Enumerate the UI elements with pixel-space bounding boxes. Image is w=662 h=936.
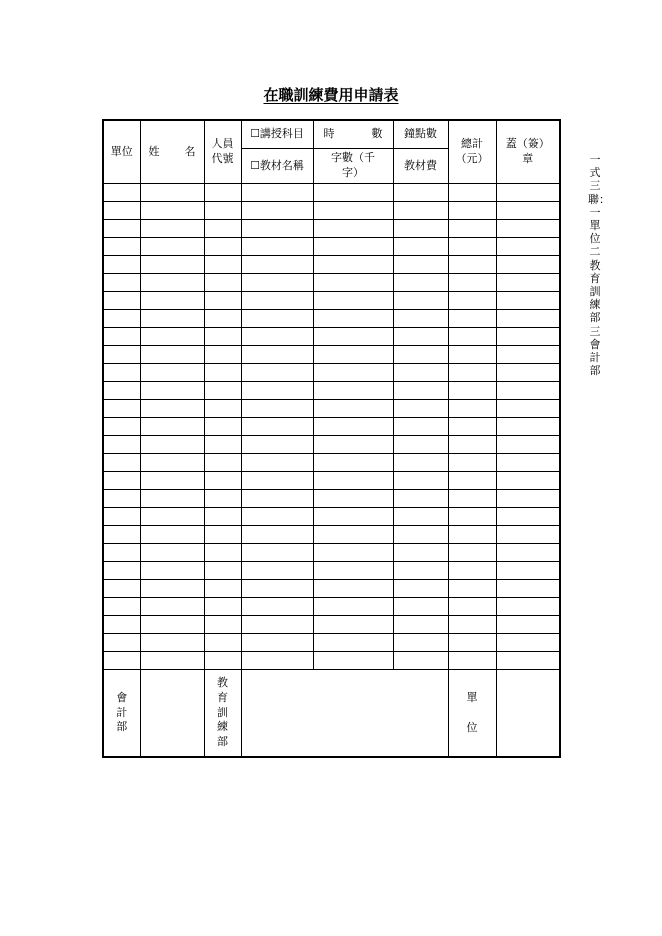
- cell-staff-id[interactable]: [204, 184, 241, 202]
- cell-clock[interactable]: [393, 328, 448, 346]
- cell-total[interactable]: [448, 526, 496, 544]
- sig-accounting-box[interactable]: [140, 670, 204, 758]
- sig-unit-label: [448, 670, 496, 758]
- cell-total[interactable]: [448, 346, 496, 364]
- cell-hours[interactable]: [313, 454, 393, 472]
- cell-name[interactable]: [140, 202, 204, 220]
- header-row-1: [103, 120, 560, 149]
- cell-seal[interactable]: [496, 328, 560, 346]
- sig-accounting-text: 會計部: [116, 690, 128, 734]
- table-row: [103, 418, 560, 436]
- cell-unit[interactable]: [103, 508, 140, 526]
- cell-hours[interactable]: [313, 220, 393, 238]
- cell-seal[interactable]: [496, 598, 560, 616]
- cell-name[interactable]: [140, 184, 204, 202]
- cell-total[interactable]: [448, 472, 496, 490]
- cell-subject[interactable]: [241, 562, 313, 580]
- cell-unit[interactable]: [103, 220, 140, 238]
- header-clock: 鐘點數: [393, 120, 448, 149]
- signature-row: [103, 670, 560, 758]
- cell-seal[interactable]: [496, 292, 560, 310]
- cell-hours[interactable]: [313, 256, 393, 274]
- table-row: [103, 562, 560, 580]
- cell-unit[interactable]: [103, 382, 140, 400]
- cell-total[interactable]: [448, 328, 496, 346]
- cell-total[interactable]: [448, 580, 496, 598]
- cell-staff-id[interactable]: [204, 490, 241, 508]
- table-row: [103, 184, 560, 202]
- sig-training-label: [204, 670, 241, 758]
- cell-hours[interactable]: [313, 310, 393, 328]
- cell-total[interactable]: [448, 256, 496, 274]
- cell-subject[interactable]: [241, 490, 313, 508]
- cell-name[interactable]: [140, 436, 204, 454]
- table-row: [103, 454, 560, 472]
- table-row: [103, 310, 560, 328]
- cell-name[interactable]: [140, 580, 204, 598]
- cell-hours[interactable]: [313, 418, 393, 436]
- cell-name[interactable]: [140, 616, 204, 634]
- header-seal-line2: 章: [522, 152, 534, 165]
- cell-staff-id[interactable]: [204, 616, 241, 634]
- cell-hours[interactable]: [313, 526, 393, 544]
- cell-hours[interactable]: [313, 580, 393, 598]
- cell-seal[interactable]: [496, 256, 560, 274]
- copies-note: 一式三聯：一 單位 二 教育訓練部 三 會計部: [588, 153, 612, 378]
- cell-name[interactable]: [140, 490, 204, 508]
- cell-name[interactable]: [140, 220, 204, 238]
- cell-subject[interactable]: [241, 418, 313, 436]
- header-total-line2: （元）: [455, 152, 489, 165]
- cell-total[interactable]: [448, 652, 496, 670]
- cell-clock[interactable]: [393, 310, 448, 328]
- cell-subject[interactable]: [241, 220, 313, 238]
- cell-seal[interactable]: [496, 652, 560, 670]
- cell-unit[interactable]: [103, 310, 140, 328]
- cell-subject[interactable]: [241, 472, 313, 490]
- cell-staff-id[interactable]: [204, 598, 241, 616]
- cell-clock[interactable]: [393, 490, 448, 508]
- cell-hours[interactable]: [313, 400, 393, 418]
- cell-seal[interactable]: [496, 472, 560, 490]
- table-row: [103, 382, 560, 400]
- header-staff-id-line2: 代號: [211, 152, 234, 165]
- cell-seal[interactable]: [496, 238, 560, 256]
- cell-staff-id[interactable]: [204, 400, 241, 418]
- cell-name[interactable]: [140, 598, 204, 616]
- cell-name[interactable]: [140, 256, 204, 274]
- cell-hours[interactable]: [313, 328, 393, 346]
- cell-clock[interactable]: [393, 526, 448, 544]
- cell-seal[interactable]: [496, 274, 560, 292]
- cell-clock[interactable]: [393, 580, 448, 598]
- cell-staff-id[interactable]: [204, 220, 241, 238]
- cell-subject[interactable]: [241, 346, 313, 364]
- cell-subject[interactable]: [241, 508, 313, 526]
- cell-staff-id[interactable]: [204, 436, 241, 454]
- cell-unit[interactable]: [103, 490, 140, 508]
- cell-total[interactable]: [448, 274, 496, 292]
- cell-staff-id[interactable]: [204, 292, 241, 310]
- table-row: [103, 292, 560, 310]
- cell-name[interactable]: [140, 310, 204, 328]
- cell-unit[interactable]: [103, 256, 140, 274]
- cell-subject[interactable]: [241, 328, 313, 346]
- cell-seal[interactable]: [496, 580, 560, 598]
- cell-unit[interactable]: [103, 274, 140, 292]
- cell-clock[interactable]: [393, 508, 448, 526]
- cell-hours[interactable]: [313, 346, 393, 364]
- cell-total[interactable]: [448, 562, 496, 580]
- cell-unit[interactable]: [103, 436, 140, 454]
- cell-clock[interactable]: [393, 382, 448, 400]
- cell-staff-id[interactable]: [204, 526, 241, 544]
- cell-total[interactable]: [448, 364, 496, 382]
- cell-unit[interactable]: [103, 346, 140, 364]
- header-hours-a: 時: [323, 127, 335, 141]
- cell-total[interactable]: [448, 454, 496, 472]
- table-row: [103, 598, 560, 616]
- cell-hours[interactable]: [313, 562, 393, 580]
- cell-clock[interactable]: [393, 598, 448, 616]
- cell-unit[interactable]: [103, 562, 140, 580]
- cell-clock[interactable]: [393, 202, 448, 220]
- cell-subject[interactable]: [241, 454, 313, 472]
- sig-accounting-label: [103, 670, 140, 758]
- cell-total[interactable]: [448, 310, 496, 328]
- cell-name[interactable]: [140, 364, 204, 382]
- cell-subject[interactable]: [241, 382, 313, 400]
- cell-name[interactable]: [140, 382, 204, 400]
- cell-name[interactable]: [140, 508, 204, 526]
- header-chars: 字數（千字）: [313, 149, 393, 184]
- cell-name[interactable]: [140, 328, 204, 346]
- table-row: [103, 526, 560, 544]
- cell-name[interactable]: [140, 238, 204, 256]
- cell-hours[interactable]: [313, 472, 393, 490]
- cell-seal[interactable]: [496, 220, 560, 238]
- cell-unit[interactable]: [103, 364, 140, 382]
- cell-unit[interactable]: [103, 598, 140, 616]
- cell-unit[interactable]: [103, 400, 140, 418]
- cell-clock[interactable]: [393, 292, 448, 310]
- cell-unit[interactable]: [103, 580, 140, 598]
- cell-total[interactable]: [448, 202, 496, 220]
- cell-name[interactable]: [140, 292, 204, 310]
- cell-unit[interactable]: [103, 652, 140, 670]
- cell-staff-id[interactable]: [204, 508, 241, 526]
- table-row: [103, 652, 560, 670]
- cell-hours[interactable]: [313, 652, 393, 670]
- cell-subject[interactable]: [241, 544, 313, 562]
- cell-staff-id[interactable]: [204, 328, 241, 346]
- cell-subject[interactable]: [241, 238, 313, 256]
- cell-name[interactable]: [140, 418, 204, 436]
- cell-subject[interactable]: [241, 202, 313, 220]
- cell-total[interactable]: [448, 184, 496, 202]
- cell-seal[interactable]: [496, 508, 560, 526]
- cell-unit[interactable]: [103, 292, 140, 310]
- table-row: [103, 472, 560, 490]
- cell-clock[interactable]: [393, 418, 448, 436]
- cell-seal[interactable]: [496, 418, 560, 436]
- table-row: [103, 616, 560, 634]
- cell-unit[interactable]: [103, 616, 140, 634]
- cell-seal[interactable]: [496, 526, 560, 544]
- cell-name[interactable]: [140, 400, 204, 418]
- cell-total[interactable]: [448, 490, 496, 508]
- cell-hours[interactable]: [313, 382, 393, 400]
- cell-staff-id[interactable]: [204, 382, 241, 400]
- cell-name[interactable]: [140, 454, 204, 472]
- header-hours-b: 數: [371, 127, 383, 141]
- table-row: [103, 634, 560, 652]
- cell-seal[interactable]: [496, 544, 560, 562]
- cell-hours[interactable]: [313, 202, 393, 220]
- cell-staff-id[interactable]: [204, 562, 241, 580]
- cell-staff-id[interactable]: [204, 238, 241, 256]
- cell-clock[interactable]: [393, 472, 448, 490]
- cell-subject[interactable]: [241, 364, 313, 382]
- cell-unit[interactable]: [103, 184, 140, 202]
- cell-unit[interactable]: [103, 454, 140, 472]
- cell-clock[interactable]: [393, 346, 448, 364]
- table-row: [103, 544, 560, 562]
- cell-total[interactable]: [448, 436, 496, 454]
- table-row: [103, 508, 560, 526]
- header-hours: [313, 120, 393, 149]
- cell-name[interactable]: [140, 472, 204, 490]
- cell-clock[interactable]: [393, 652, 448, 670]
- cell-subject[interactable]: [241, 274, 313, 292]
- sig-unit-box[interactable]: [496, 670, 560, 758]
- cell-hours[interactable]: [313, 508, 393, 526]
- cell-unit[interactable]: [103, 328, 140, 346]
- cell-total[interactable]: [448, 544, 496, 562]
- header-total: [448, 120, 496, 184]
- cell-subject[interactable]: [241, 598, 313, 616]
- cell-total[interactable]: [448, 598, 496, 616]
- cell-unit[interactable]: [103, 202, 140, 220]
- cell-seal[interactable]: [496, 436, 560, 454]
- cell-unit[interactable]: [103, 544, 140, 562]
- header-name-first: 姓: [148, 144, 160, 158]
- table-row: [103, 400, 560, 418]
- cell-clock[interactable]: [393, 400, 448, 418]
- cell-clock[interactable]: [393, 436, 448, 454]
- cell-hours[interactable]: [313, 292, 393, 310]
- cell-unit[interactable]: [103, 418, 140, 436]
- cell-subject[interactable]: [241, 310, 313, 328]
- table-row: [103, 202, 560, 220]
- cell-seal[interactable]: [496, 634, 560, 652]
- cell-staff-id[interactable]: [204, 346, 241, 364]
- cell-hours[interactable]: [313, 616, 393, 634]
- table-row: [103, 274, 560, 292]
- cell-total[interactable]: [448, 634, 496, 652]
- cell-staff-id[interactable]: [204, 544, 241, 562]
- cell-unit[interactable]: [103, 238, 140, 256]
- form-title: 在職訓練費用申請表: [263, 86, 399, 104]
- header-material-fee: 教材費: [393, 149, 448, 184]
- cell-seal[interactable]: [496, 202, 560, 220]
- cell-total[interactable]: [448, 400, 496, 418]
- cell-total[interactable]: [448, 508, 496, 526]
- cell-subject[interactable]: [241, 292, 313, 310]
- cell-staff-id[interactable]: [204, 364, 241, 382]
- cell-seal[interactable]: [496, 616, 560, 634]
- cell-seal[interactable]: [496, 310, 560, 328]
- cell-clock[interactable]: [393, 544, 448, 562]
- cell-clock[interactable]: [393, 220, 448, 238]
- header-staff-id: [204, 120, 241, 184]
- cell-staff-id[interactable]: [204, 652, 241, 670]
- header-unit: 單位: [103, 120, 140, 184]
- header-seal: [496, 120, 560, 184]
- cell-staff-id[interactable]: [204, 454, 241, 472]
- application-table: [102, 119, 561, 758]
- cell-subject[interactable]: [241, 652, 313, 670]
- cell-hours[interactable]: [313, 436, 393, 454]
- cell-staff-id[interactable]: [204, 274, 241, 292]
- header-subject: ☐講授科目: [241, 120, 313, 149]
- cell-clock[interactable]: [393, 616, 448, 634]
- cell-subject[interactable]: [241, 436, 313, 454]
- cell-staff-id[interactable]: [204, 310, 241, 328]
- cell-name[interactable]: [140, 562, 204, 580]
- cell-clock[interactable]: [393, 364, 448, 382]
- cell-hours[interactable]: [313, 634, 393, 652]
- cell-total[interactable]: [448, 292, 496, 310]
- table-row: [103, 580, 560, 598]
- cell-name[interactable]: [140, 274, 204, 292]
- cell-clock[interactable]: [393, 256, 448, 274]
- header-name-last: 名: [184, 144, 196, 158]
- table-row: [103, 490, 560, 508]
- sig-training-text: 教育訓練部: [217, 675, 228, 749]
- cell-seal[interactable]: [496, 184, 560, 202]
- cell-seal[interactable]: [496, 346, 560, 364]
- cell-name[interactable]: [140, 346, 204, 364]
- cell-hours[interactable]: [313, 490, 393, 508]
- header-staff-id-line1: 人員: [211, 137, 234, 151]
- cell-clock[interactable]: [393, 274, 448, 292]
- table-row: [103, 256, 560, 274]
- cell-subject[interactable]: [241, 634, 313, 652]
- cell-clock[interactable]: [393, 634, 448, 652]
- cell-unit[interactable]: [103, 526, 140, 544]
- cell-subject[interactable]: [241, 616, 313, 634]
- table-row: [103, 328, 560, 346]
- header-name: [140, 120, 204, 184]
- cell-clock[interactable]: [393, 562, 448, 580]
- cell-seal[interactable]: [496, 454, 560, 472]
- cell-total[interactable]: [448, 616, 496, 634]
- cell-subject[interactable]: [241, 580, 313, 598]
- cell-staff-id[interactable]: [204, 634, 241, 652]
- cell-seal[interactable]: [496, 400, 560, 418]
- header-material-name: ☐教材名稱: [241, 149, 313, 184]
- cell-seal[interactable]: [496, 382, 560, 400]
- cell-name[interactable]: [140, 652, 204, 670]
- cell-name[interactable]: [140, 526, 204, 544]
- header-seal-line1: 蓋（簽）: [505, 137, 550, 151]
- cell-hours[interactable]: [313, 274, 393, 292]
- cell-name[interactable]: [140, 634, 204, 652]
- cell-staff-id[interactable]: [204, 472, 241, 490]
- cell-total[interactable]: [448, 418, 496, 436]
- cell-total[interactable]: [448, 220, 496, 238]
- table-row: [103, 346, 560, 364]
- cell-seal[interactable]: [496, 562, 560, 580]
- cell-hours[interactable]: [313, 598, 393, 616]
- cell-subject[interactable]: [241, 256, 313, 274]
- cell-hours[interactable]: [313, 544, 393, 562]
- cell-total[interactable]: [448, 382, 496, 400]
- cell-staff-id[interactable]: [204, 202, 241, 220]
- sig-training-box[interactable]: [241, 670, 448, 758]
- cell-total[interactable]: [448, 238, 496, 256]
- cell-clock[interactable]: [393, 238, 448, 256]
- cell-hours[interactable]: [313, 364, 393, 382]
- header-total-line1: 總計: [461, 137, 483, 151]
- cell-clock[interactable]: [393, 454, 448, 472]
- table-row: [103, 436, 560, 454]
- table-row: [103, 220, 560, 238]
- cell-seal[interactable]: [496, 490, 560, 508]
- cell-hours[interactable]: [313, 238, 393, 256]
- cell-hours[interactable]: [313, 184, 393, 202]
- cell-staff-id[interactable]: [204, 580, 241, 598]
- table-row: [103, 364, 560, 382]
- table-row: [103, 238, 560, 256]
- cell-subject[interactable]: [241, 400, 313, 418]
- cell-unit[interactable]: [103, 472, 140, 490]
- cell-unit[interactable]: [103, 634, 140, 652]
- cell-subject[interactable]: [241, 526, 313, 544]
- sig-unit-text: 單位: [466, 691, 478, 734]
- cell-subject[interactable]: [241, 184, 313, 202]
- cell-clock[interactable]: [393, 184, 448, 202]
- cell-name[interactable]: [140, 544, 204, 562]
- cell-staff-id[interactable]: [204, 418, 241, 436]
- cell-staff-id[interactable]: [204, 256, 241, 274]
- cell-seal[interactable]: [496, 364, 560, 382]
